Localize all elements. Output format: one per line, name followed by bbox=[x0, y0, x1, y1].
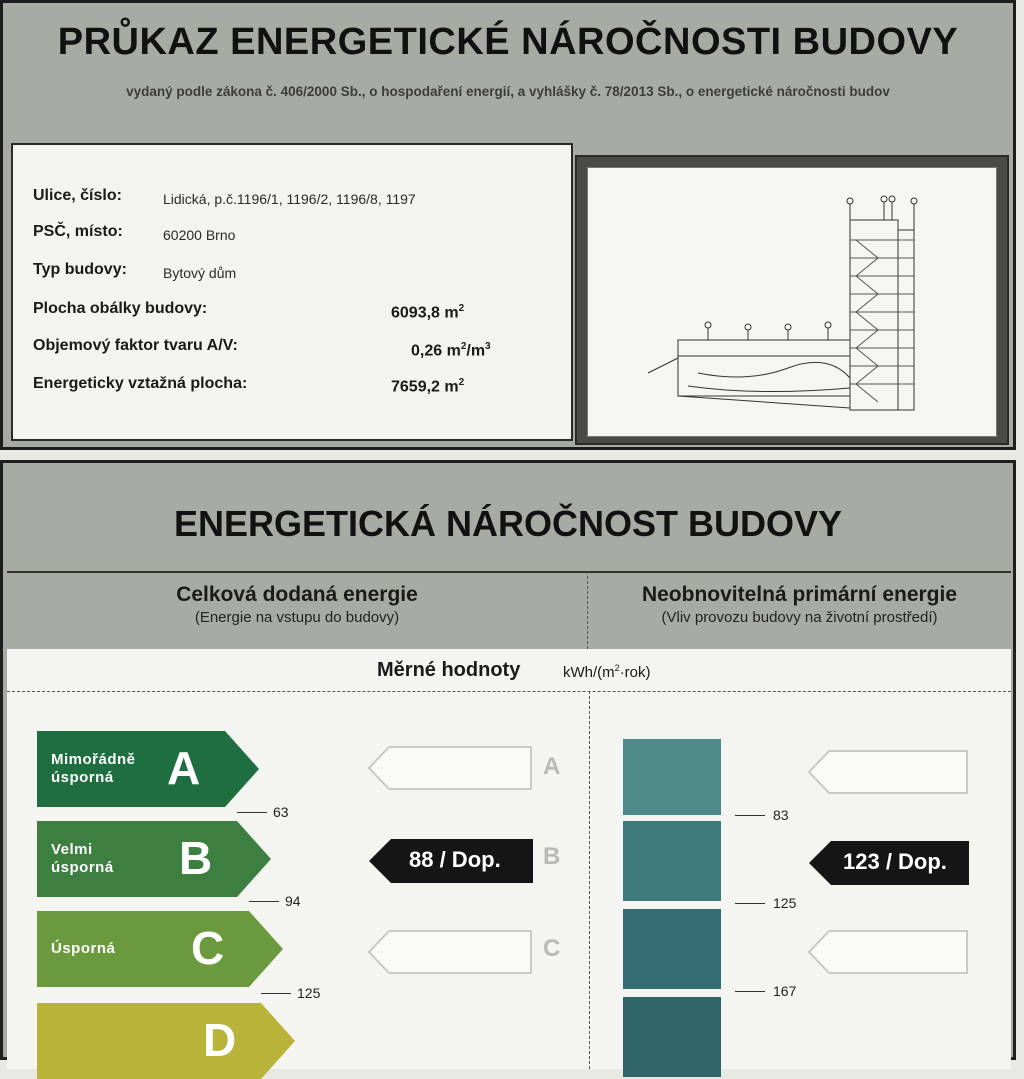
volume-factor-label: Objemový faktor tvaru A/V: bbox=[33, 337, 238, 354]
scale-letter-a: A bbox=[543, 753, 561, 780]
primary-energy-header bbox=[587, 571, 1011, 649]
scale-arrow-c-right bbox=[807, 929, 971, 977]
certificate-title: PRŮKAZ ENERGETICKÉ NÁROČNOSTI BUDOVY bbox=[57, 21, 959, 63]
delivered-energy-title: Celková dodaná energie bbox=[176, 583, 418, 606]
energy-class-b bbox=[37, 821, 271, 897]
divider-horizontal bbox=[7, 691, 1011, 692]
primary-bar-b bbox=[623, 821, 721, 901]
unit-label: kWh/$(m^2\cdot rok)$ bbox=[563, 663, 651, 681]
scale-letter-c: C bbox=[543, 935, 561, 962]
energy-performance-section bbox=[0, 460, 1016, 1066]
primary-energy-title: Neobnovitelná primární energie bbox=[641, 583, 958, 606]
energy-class-letter: C bbox=[191, 922, 225, 974]
left-threshold-2: 94 bbox=[285, 893, 301, 909]
certificate-subtitle: vydaný podle zákona č. 406/2000 Sb., o hospodaření energií, a vyhlášky č. 78/2013 Sb., o energetické náročnosti budov bbox=[126, 84, 890, 99]
energy-class-a bbox=[37, 731, 259, 807]
city-value: 60200 Brno bbox=[163, 227, 236, 243]
delivered-energy-subtitle: (Energie na vstupu do budovy) bbox=[194, 609, 400, 626]
scale-arrow-a-right bbox=[807, 749, 971, 797]
scale-letter-b: B bbox=[543, 843, 561, 870]
scale-arrow-a-left bbox=[367, 745, 537, 793]
energy-class-label: Úsporná bbox=[51, 940, 116, 957]
primary-energy-subtitle: (Vliv provozu budovy na životní prostředí) bbox=[661, 609, 938, 626]
certificate-header bbox=[0, 0, 1016, 450]
street-value: Lidická, p.č.1196/1, 1196/2, 1196/8, 1197 bbox=[163, 191, 416, 207]
delivered-energy-header bbox=[7, 571, 587, 649]
energy-class-c bbox=[37, 911, 283, 987]
type-value: Bytový dům bbox=[163, 265, 237, 281]
building-image-frame bbox=[575, 155, 1009, 445]
primary-bar-a bbox=[623, 739, 721, 815]
reference-area-label: Energeticky vztažná plocha: bbox=[33, 375, 248, 392]
reference-area-value: 7659,2 $m^2$ bbox=[391, 377, 465, 396]
right-threshold-1: 83 bbox=[773, 807, 789, 823]
energy-class-label: Velmi úsporná bbox=[51, 841, 114, 876]
rating-panel bbox=[7, 649, 1011, 1069]
building-info-box bbox=[11, 143, 573, 441]
energy-class-letter: B bbox=[179, 832, 213, 884]
building-drawing-icon bbox=[588, 168, 998, 440]
scale-arrow-c-left bbox=[367, 929, 537, 977]
energy-class-d bbox=[37, 1003, 295, 1079]
energy-class-letter: A bbox=[167, 742, 201, 794]
primary-bar-d bbox=[623, 997, 721, 1077]
volume-factor-value: 0,26 $m^2/m^3$ bbox=[411, 341, 491, 360]
street-label: Ulice, číslo: bbox=[33, 187, 122, 204]
result-value-right: 123 / Dop. bbox=[843, 849, 947, 874]
city-label: PSČ, místo: bbox=[33, 223, 123, 240]
envelope-value: 6093,8 $m^2$ bbox=[391, 303, 465, 322]
divider-vertical bbox=[589, 691, 590, 1069]
right-threshold-2: 125 bbox=[773, 895, 797, 911]
left-threshold-3: 125 bbox=[297, 985, 321, 1001]
left-threshold-1: 63 bbox=[273, 804, 289, 820]
section-title: ENERGETICKÁ NÁROČNOST BUDOVY bbox=[173, 503, 843, 544]
specific-values-label: Měrné hodnoty bbox=[377, 659, 521, 681]
energy-class-letter: D bbox=[203, 1014, 237, 1066]
envelope-label: Plocha obálky budovy: bbox=[33, 300, 208, 317]
type-label: Typ budovy: bbox=[33, 261, 127, 278]
energy-class-label: Mimořádně úsporná bbox=[51, 751, 136, 786]
building-section-drawing bbox=[587, 167, 997, 437]
primary-bar-c bbox=[623, 909, 721, 989]
right-threshold-3: 167 bbox=[773, 983, 797, 999]
result-value-left: 88 / Dop. bbox=[409, 847, 501, 872]
